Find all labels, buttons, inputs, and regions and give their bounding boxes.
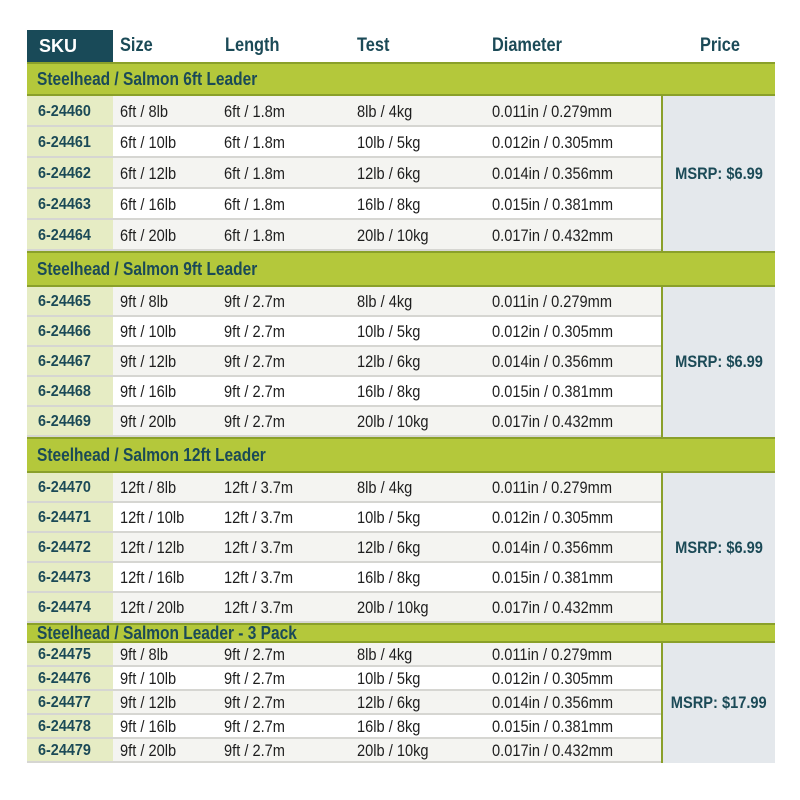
sku-cell [27,563,113,593]
sku-value: 6-24468 [38,383,91,400]
sku-value: 6-24466 [38,323,91,340]
diameter-cell: 0.014in / 0.356mm [492,163,614,183]
section-title-bar [27,251,775,287]
diameter-cell: 0.017in / 0.432mm [492,741,614,760]
test-cell: 20lb / 10kg [357,598,429,617]
table-row [27,715,661,739]
table-row [27,96,661,127]
sku-value: 6-24469 [38,413,91,430]
length-cell: 6ft / 1.8m [224,163,285,183]
sku-cell [27,739,113,763]
table-row [27,407,661,437]
msrp-price: MSRP: $6.99 [675,538,763,557]
table-row [27,533,661,563]
diameter-cell: 0.012in / 0.305mm [492,508,614,527]
sku-cell [27,220,113,251]
diameter-cell: 0.017in / 0.432mm [492,598,614,617]
size-cell: 6ft / 20lb [120,225,177,245]
test-cell: 12lb / 6kg [357,352,421,371]
section-rows [27,643,661,763]
length-cell: 6ft / 1.8m [224,101,285,121]
length-cell: 9ft / 2.7m [224,669,285,688]
sku-cell [27,287,113,317]
size-cell: 9ft / 8lb [120,645,168,664]
test-cell: 16lb / 8kg [357,568,421,587]
sku-cell [27,473,113,503]
section-rows [27,473,661,623]
length-cell: 6ft / 1.8m [224,194,285,214]
diameter-cell: 0.015in / 0.381mm [492,382,614,401]
test-cell: 8lb / 4kg [357,645,413,664]
sku-cell [27,691,113,715]
section-title: Steelhead / Salmon 12ft Leader [37,444,266,465]
sku-value: 6-24473 [38,569,91,586]
header-price: Price [700,35,740,56]
sku-cell [27,533,113,563]
test-cell: 20lb / 10kg [357,412,429,431]
test-cell: 12lb / 6kg [357,693,421,712]
test-cell: 10lb / 5kg [357,132,421,152]
length-cell: 12ft / 3.7m [224,478,294,497]
sku-value: 6-24479 [38,742,91,759]
length-cell: 12ft / 3.7m [224,598,294,617]
size-cell: 9ft / 12lb [120,352,177,371]
test-cell: 8lb / 4kg [357,101,413,121]
sku-value: 6-24460 [38,102,91,120]
sku-cell [27,158,113,189]
diameter-cell: 0.014in / 0.356mm [492,693,614,712]
header-sku: SKU [27,30,113,62]
diameter-cell: 0.011in / 0.279mm [492,645,613,664]
diameter-cell: 0.011in / 0.279mm [492,101,613,121]
diameter-cell: 0.012in / 0.305mm [492,669,614,688]
sku-value: 6-24476 [38,670,91,687]
sku-cell [27,317,113,347]
sku-cell [27,407,113,437]
section-title: Steelhead / Salmon 9ft Leader [37,258,258,279]
table-row [27,189,661,220]
size-cell: 12ft / 8lb [120,478,177,497]
diameter-cell: 0.014in / 0.356mm [492,352,614,371]
sku-cell [27,503,113,533]
size-cell: 12ft / 10lb [120,508,185,527]
size-cell: 9ft / 8lb [120,292,168,311]
table-row [27,377,661,407]
size-cell: 9ft / 10lb [120,669,177,688]
table-row [27,643,661,667]
diameter-cell: 0.011in / 0.279mm [492,292,613,311]
size-cell: 12ft / 12lb [120,538,185,557]
table-row [27,739,661,763]
test-cell: 10lb / 5kg [357,322,421,341]
length-cell: 6ft / 1.8m [224,225,285,245]
sku-cell [27,593,113,623]
table-row [27,347,661,377]
product-section [27,437,775,623]
section-rows [27,96,661,251]
sku-value: 6-24461 [38,133,91,151]
size-cell: 9ft / 12lb [120,693,177,712]
sku-cell [27,189,113,220]
sku-value: 6-24477 [38,694,91,711]
diameter-cell: 0.012in / 0.305mm [492,132,614,152]
product-section [27,623,775,763]
test-cell: 10lb / 5kg [357,508,421,527]
diameter-cell: 0.015in / 0.381mm [492,568,614,587]
section-title: Steelhead / Salmon Leader - 3 Pack [37,622,297,643]
test-cell: 20lb / 10kg [357,741,429,760]
diameter-cell: 0.015in / 0.381mm [492,717,614,736]
test-cell: 8lb / 4kg [357,478,413,497]
sku-value: 6-24462 [38,164,91,182]
table-row [27,503,661,533]
test-cell: 12lb / 6kg [357,163,421,183]
table-row [27,563,661,593]
table-row [27,220,661,251]
diameter-cell: 0.015in / 0.381mm [492,194,614,214]
price-cell [661,473,775,623]
table-header [0,30,775,62]
sku-cell [27,715,113,739]
length-cell: 12ft / 3.7m [224,538,294,557]
length-cell: 9ft / 2.7m [224,645,285,664]
table-row [27,473,661,503]
sku-value: 6-24464 [38,226,91,244]
length-cell: 9ft / 2.7m [224,717,285,736]
sku-cell [27,377,113,407]
msrp-price: MSRP: $6.99 [675,163,763,183]
table-row [27,691,661,715]
msrp-price: MSRP: $6.99 [675,352,763,371]
sku-cell [27,96,113,127]
test-cell: 20lb / 10kg [357,225,429,245]
length-cell: 9ft / 2.7m [224,322,285,341]
size-cell: 6ft / 8lb [120,101,168,121]
section-title: Steelhead / Salmon 6ft Leader [37,68,258,89]
header-diameter: Diameter [492,35,562,56]
msrp-price: MSRP: $17.99 [671,693,767,712]
size-cell: 6ft / 10lb [120,132,177,152]
product-section [27,251,775,437]
table-row [27,317,661,347]
length-cell: 9ft / 2.7m [224,412,285,431]
test-cell: 8lb / 4kg [357,292,413,311]
length-cell: 9ft / 2.7m [224,382,285,401]
table-row [27,127,661,158]
length-cell: 9ft / 2.7m [224,693,285,712]
size-cell: 9ft / 10lb [120,322,177,341]
sku-cell [27,127,113,158]
product-section [27,62,775,251]
section-title-bar [27,437,775,473]
sku-value: 6-24463 [38,195,91,213]
table-row [27,287,661,317]
test-cell: 12lb / 6kg [357,538,421,557]
length-cell: 12ft / 3.7m [224,508,294,527]
sku-value: 6-24475 [38,646,91,663]
diameter-cell: 0.017in / 0.432mm [492,412,614,431]
table-row [27,158,661,189]
length-cell: 12ft / 3.7m [224,568,294,587]
size-cell: 6ft / 12lb [120,163,177,183]
size-cell: 12ft / 16lb [120,568,185,587]
diameter-cell: 0.012in / 0.305mm [492,322,614,341]
test-cell: 16lb / 8kg [357,194,421,214]
size-cell: 6ft / 16lb [120,194,177,214]
sku-value: 6-24478 [38,718,91,735]
row-divider [27,761,661,763]
sku-value: 6-24474 [38,599,91,616]
sku-cell [27,667,113,691]
test-cell: 16lb / 8kg [357,382,421,401]
table-row [27,667,661,691]
diameter-cell: 0.017in / 0.432mm [492,225,614,245]
sku-value: 6-24471 [38,509,91,526]
length-cell: 6ft / 1.8m [224,132,285,152]
length-cell: 9ft / 2.7m [224,741,285,760]
length-cell: 9ft / 2.7m [224,352,285,371]
sku-value: 6-24465 [38,293,91,310]
size-cell: 9ft / 16lb [120,382,177,401]
section-rows [27,287,661,437]
section-title-bar [27,623,775,643]
section-title-bar [27,62,775,96]
sku-value: 6-24467 [38,353,91,370]
header-test: Test [357,35,390,56]
sku-value: 6-24470 [38,479,91,496]
price-cell [661,287,775,437]
sku-value: 6-24472 [38,539,91,556]
sku-cell [27,643,113,667]
size-cell: 9ft / 16lb [120,717,177,736]
header-size: Size [120,35,153,56]
test-cell: 16lb / 8kg [357,717,421,736]
price-cell [661,643,775,763]
size-cell: 12ft / 20lb [120,598,185,617]
diameter-cell: 0.011in / 0.279mm [492,478,613,497]
price-cell [661,96,775,251]
test-cell: 10lb / 5kg [357,669,421,688]
size-cell: 9ft / 20lb [120,741,177,760]
header-length: Length [225,35,280,56]
length-cell: 9ft / 2.7m [224,292,285,311]
diameter-cell: 0.014in / 0.356mm [492,538,614,557]
size-cell: 9ft / 20lb [120,412,177,431]
sku-cell [27,347,113,377]
table-row [27,593,661,623]
